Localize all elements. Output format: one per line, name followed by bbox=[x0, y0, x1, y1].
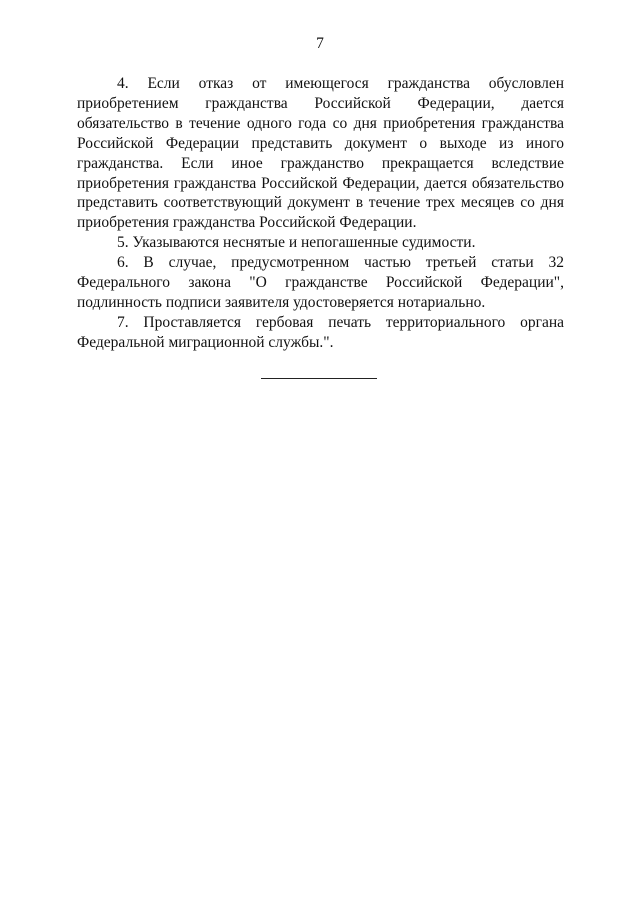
document-body bbox=[77, 74, 564, 353]
paragraph-7: 7. Проставляется гербовая печать территориального органа Федеральной миграционной службы.". bbox=[77, 313, 564, 351]
page-number: 7 bbox=[316, 35, 324, 52]
separator-line bbox=[261, 378, 377, 379]
paragraph-4: 4. Если отказ от имеющегося гражданства обусловлен приобретением гражданства Российской Федерации, дается обязательство в течение одного года со дня приобретения гражданства Российской Федерации представить документ о выходе из иного гражданства. Если иное гражданство прекращается вследствие приобретения гражданства Российской Федерации, дается обязательство представить соответствующий документ в течение трех месяцев со дня приобретения гражданства Российской Федерации. bbox=[77, 75, 564, 232]
paragraph-5: 5. Указываются неснятые и непогашенные судимости. bbox=[117, 234, 476, 252]
paragraph-6: 6. В случае, предусмотренном частью третьей статьи 32 Федерального закона "О гражданстве Российской Федерации", подлинность подписи заявителя удостоверяется нотариально. bbox=[77, 254, 564, 311]
